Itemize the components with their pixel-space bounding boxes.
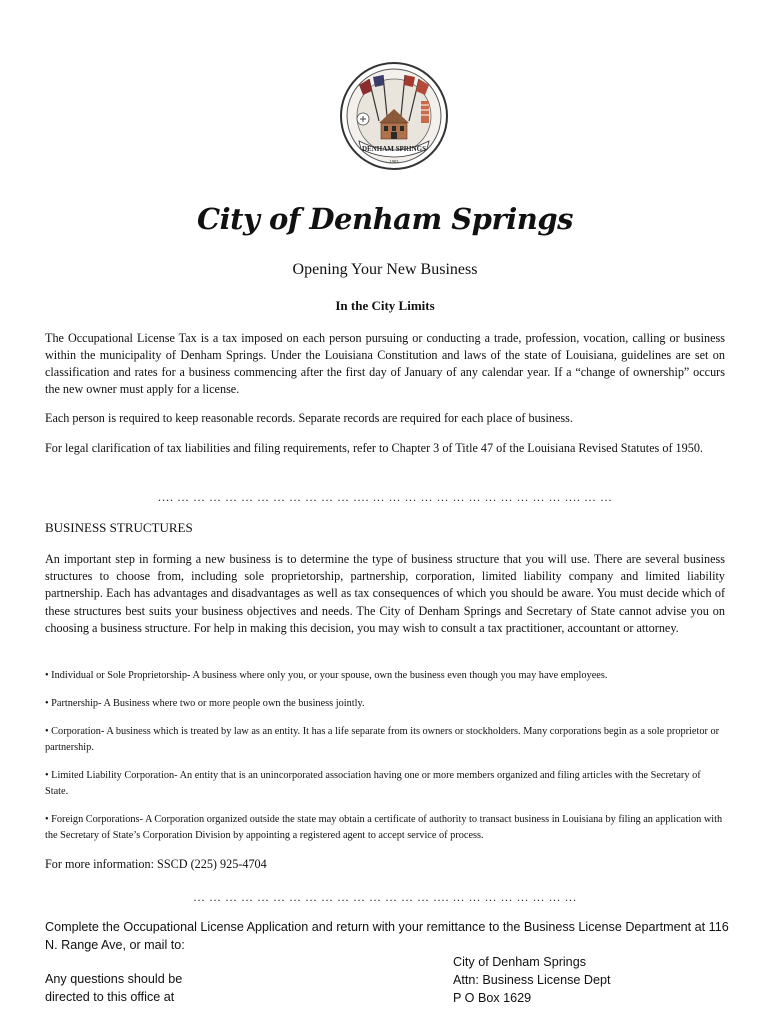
questions-note [45,970,182,1006]
list-item-llc: • Limited Liability Corporation- An entity that is an unincorporated association having one or more members organized and filing articles with the Secretary of State. [45,770,701,797]
seal-name-text: DENHAM SPRINGS [362,145,426,153]
address-line-attn: Attn: Business License Dept [453,973,611,987]
questions-line: directed to this office at [45,990,175,1004]
list-item-sole-proprietorship: • Individual or Sole Proprietorship- A business where only you, or your spouse, own the business even though you may have employees. [45,670,608,681]
more-info-phone: For more information: SSCD (225) 925-4704 [45,857,267,871]
address-line-city: City of Denham Springs [453,955,586,969]
intro-paragraph-license-tax: The Occupational License Tax is a tax imposed on each person pursuing or conducting a trade, profession, vocation, calling or business within the municipality of Denham Springs. Under the Louisiana Constitution and laws of the state of Louisiana, guidelines are set on classification and rates for a business commencing after the first day of January of any calendar year. If a “change of ownership” occurs the new owner must apply for a license. [45,331,725,396]
divider-dots: …. … … … … … … … … … … … …. … … … … … … … … … … … … …. … … [157,490,613,504]
address-line-po-box: P O Box 1629 [453,991,532,1005]
business-structures-heading: BUSINESS STRUCTURES [45,520,193,535]
list-item-foreign-corporations: • Foreign Corporations- A Corporation organized outside the state may obtain a certificate of authority to transact business in Louisiana by filing an application with the Secretary of State’s Corporation Division by appointing a registered agent to accept service of process. [45,814,723,841]
city-seal-logo [339,61,449,171]
list-item-corporation: • Corporation- A business which is treated by law as an entity. It has a life separate from its owners or stockholders. Many corporations begin as a sole proprietor or partnership. [45,726,720,753]
mailing-instruction: Complete the Occupational License Application and return with your remittance to the Business License Department at 116 N. Range Ave, or mail to: [45,920,729,952]
questions-line: Any questions should be [45,972,183,986]
seal-year-text: 1903 [389,159,399,164]
section-heading-city-limits: In the City Limits [335,298,435,313]
mailing-address [453,953,611,1007]
page-title: City of Denham Springs [197,202,573,236]
divider-dots: … … … … … … … … … … … … … … … …. … … … … … … … … [193,890,577,904]
intro-paragraph-legal: For legal clarification of tax liabilities and filing requirements, refer to Chapter 3 of Title 47 of the Louisiana Revised Statutes of 1950. [45,441,703,455]
page-subtitle: Opening Your New Business [292,261,478,278]
list-item-partnership: • Partnership- A Business where two or more people own the business jointly. [45,698,365,709]
business-structures-intro: An important step in forming a new business is to determine the type of business structure that you will use. There are several business structures to choose from, including sole proprietorship, partnership, corporation, limited liability company and limited liability partnership. Each has advantages and disadvantages as well as tax consequences of which you should be aware. You must decide which of these structures best suits your business objectives and needs. The City of Denham Springs and Secretary of State cannot advise you on choosing a business structure. For help in making this decision, you may wish to consult a tax practitioner, accountant or attorney. [45,552,725,635]
intro-paragraph-records: Each person is required to keep reasonable records. Separate records are required for each place of business. [45,411,573,425]
